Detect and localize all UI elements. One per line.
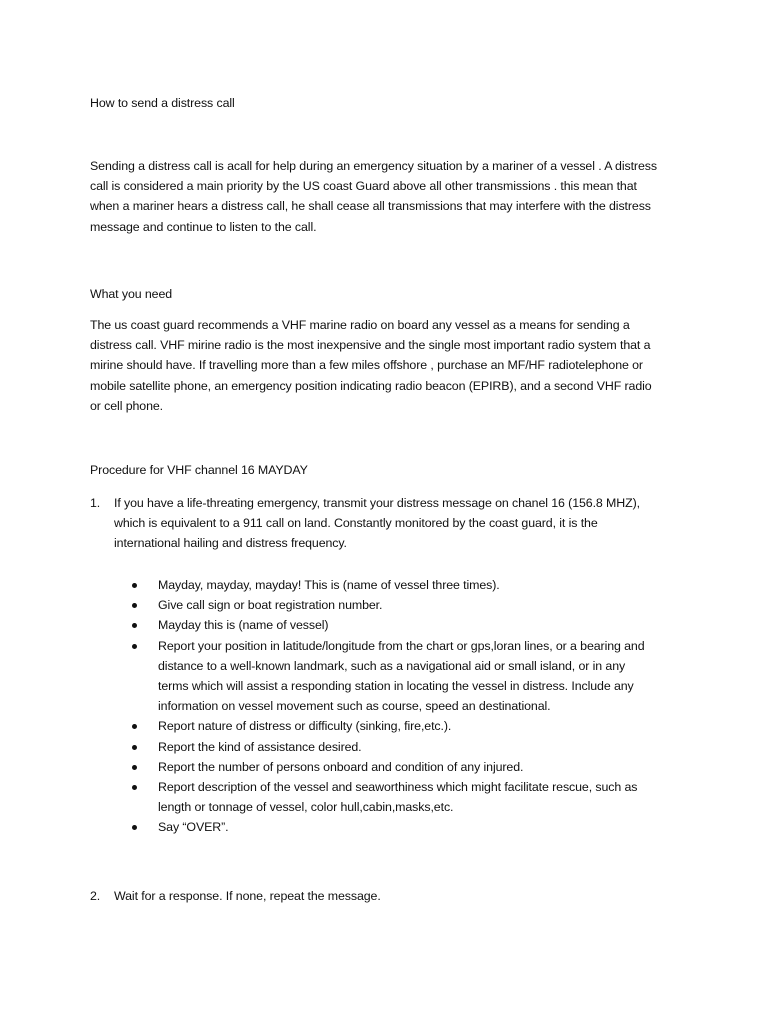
list-item xyxy=(132,757,645,777)
intro-paragraph xyxy=(90,156,657,237)
bullet-text: Mayday this is (name of vessel) xyxy=(158,618,329,633)
bullet-text: Report description of the vessel and seaworthiness which might facilitate rescue, such as xyxy=(158,780,638,795)
what-you-need-heading: What you need xyxy=(90,287,173,301)
intro-line: message and continue to listen to the call. xyxy=(90,219,317,234)
what-you-need-line: distress call. VHF mirine radio is the most inexpensive and the single most important radio system that a xyxy=(90,338,651,353)
bullet-text: terms which will assist a responding station in locating the vessel in distress. Include any xyxy=(158,679,634,694)
bullet-text: Report the number of persons onboard and condition of any injured. xyxy=(158,759,524,774)
list-item xyxy=(132,716,645,736)
bullet-text: Report the kind of assistance desired. xyxy=(158,739,362,754)
mayday-bullet-list xyxy=(132,575,645,838)
what-you-need-paragraph xyxy=(90,315,652,416)
bullet-icon xyxy=(132,623,137,628)
bullet-text: Report your position in latitude/longitude from the chart or gps,loran lines, or a bearing and xyxy=(158,638,645,653)
what-you-need-line: The us coast guard recommends a VHF marine radio on board any vessel as a means for sending a xyxy=(90,318,630,332)
bullet-icon xyxy=(132,724,137,729)
list-item xyxy=(132,636,645,717)
step-1-text xyxy=(114,493,640,554)
list-item xyxy=(132,615,645,635)
step-1-line: If you have a life-threating emergency, transmit your distress message on chanel 16 (156.8 MHZ), xyxy=(114,496,640,510)
step-2-text xyxy=(114,886,381,906)
bullet-text: distance to a well-known landmark, such as a navigational aid or small island, or in any xyxy=(158,658,626,673)
bullet-icon xyxy=(132,603,137,608)
what-you-need-line: mobile satellite phone, an emergency position indicating radio beacon (EPIRB), and a second VHF radio xyxy=(90,378,652,393)
list-item xyxy=(132,737,645,757)
bullet-text: Report nature of distress or difficulty (sinking, fire,etc.). xyxy=(158,719,452,734)
bullet-icon xyxy=(132,785,137,790)
procedure-heading: Procedure for VHF channel 16 MAYDAY xyxy=(90,463,308,477)
bullet-icon xyxy=(132,745,137,750)
bullet-text: length or tonnage of vessel, color hull,cabin,masks,etc. xyxy=(158,800,454,815)
bullet-icon xyxy=(132,644,137,649)
list-item xyxy=(132,575,645,595)
step-2 xyxy=(90,886,730,908)
bullet-text: Say “OVER”. xyxy=(158,820,229,835)
step-2-line: Wait for a response. If none, repeat the message. xyxy=(114,889,381,903)
step-1-line: international hailing and distress frequency. xyxy=(114,536,347,551)
what-you-need-line: mirine should have. If travelling more than a few miles offshore , purchase an MF/HF radiotelephone or xyxy=(90,358,643,373)
step-number: 2. xyxy=(90,889,101,903)
step-1 xyxy=(90,493,730,555)
list-item xyxy=(132,777,645,817)
intro-line: Sending a distress call is acall for help during an emergency situation by a mariner of a vessel . A distress xyxy=(90,159,657,173)
bullet-text: Mayday, mayday, mayday! This is (name of vessel three times). xyxy=(158,578,500,592)
what-you-need-line: or cell phone. xyxy=(90,398,163,413)
bullet-icon xyxy=(132,583,137,588)
bullet-text: information on vessel movement such as course, speed an destinational. xyxy=(158,699,551,714)
intro-line: call is considered a main priority by the US coast Guard above all other transmissions . this mean that xyxy=(90,179,637,194)
step-number: 1. xyxy=(90,496,101,510)
step-1-line: which is equivalent to a 911 call on land. Constantly monitored by the coast guard, it is the xyxy=(114,516,598,531)
list-item xyxy=(132,817,645,837)
list-item xyxy=(132,595,645,615)
intro-line: when a mariner hears a distress call, he shall cease all transmissions that may interfere with the distress xyxy=(90,199,651,214)
bullet-icon xyxy=(132,765,137,770)
document-title: How to send a distress call xyxy=(90,96,235,110)
bullet-icon xyxy=(132,825,137,830)
bullet-text: Give call sign or boat registration number. xyxy=(158,598,383,613)
